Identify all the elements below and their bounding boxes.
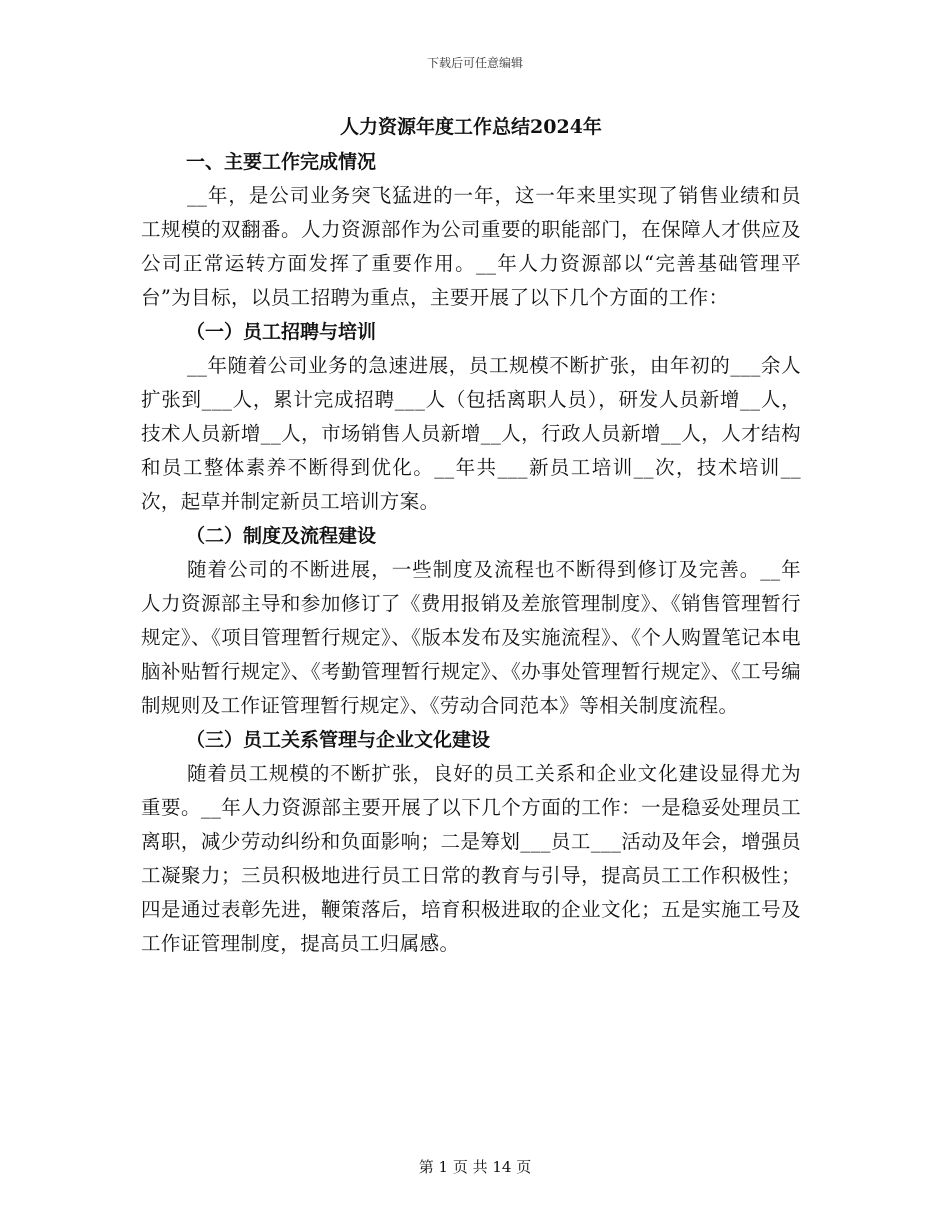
recruitment-paragraph: __年随着公司业务的急速进展，员工规模不断扩张，由年初的___余人扩张到___人，累计完成招聘___人（包括离职人员），研发人员新增__人，技术人员新增__人，市场销售人员新增__人，行政人员新增__人，人才结构和员工整体素养不断得到优化。__年共___新员工培训__次，技术培训__次，起草并制定新员工培训方案。 xyxy=(141,354,801,513)
employee-relations-paragraph: 随着员工规模的不断扩张，良好的员工关系和企业文化建设显得尤为重要。__年人力资源部主要开展了以下几个方面的工作：一是稳妥处理员工离职，减少劳动纠纷和负面影响；二是筹划___员工___活动及年会，增强员工凝聚力；三员积极地进行员工日常的教育与引导，提高员工工作积极性；四是通过表彰先进，鞭策落后，培育积极进取的企业文化；五是实施工号及工作证管理制度，提高员工归属感。 xyxy=(141,762,801,955)
page-header-note: 下载后可任意编辑 xyxy=(426,56,523,70)
document-body xyxy=(141,112,801,961)
page-number-footer: 第 1 页 共 14 页 xyxy=(418,1158,532,1176)
subsection-heading-systems: （二）制度及流程建设 xyxy=(186,525,377,547)
subsection-heading-employee-relations: （三）员工关系管理与企业文化建设 xyxy=(186,729,491,751)
document-title: 人力资源年度工作总结2024年 xyxy=(340,116,602,138)
intro-paragraph: __年，是公司业务突飞猛进的一年，这一年来里实现了销售业绩和员工规模的双翻番。人力资源部作为公司重要的职能部门，在保障人才供应及公司正常运转方面发挥了重要作用。__年人力资源部以“完善基础管理平台”为目标，以员工招聘为重点，主要开展了以下几个方面的工作： xyxy=(141,184,801,309)
systems-paragraph: 随着公司的不断进展，一些制度及流程也不断得到修订及完善。__年人力资源部主导和参加修订了《费用报销及差旅管理制度》、《销售管理暂行规定》、《项目管理暂行规定》、《版本发布及实施流程》、《个人购置笔记本电脑补贴暂行规定》、《考勤管理暂行规定》、《办事处管理暂行规定》、《工号编制规则及工作证管理暂行规定》、《劳动合同范本》等相关制度流程。 xyxy=(141,558,801,717)
section-heading-main-work: 一、主要工作完成情况 xyxy=(186,151,377,173)
subsection-heading-recruitment: （一）员工招聘与培训 xyxy=(186,321,377,343)
